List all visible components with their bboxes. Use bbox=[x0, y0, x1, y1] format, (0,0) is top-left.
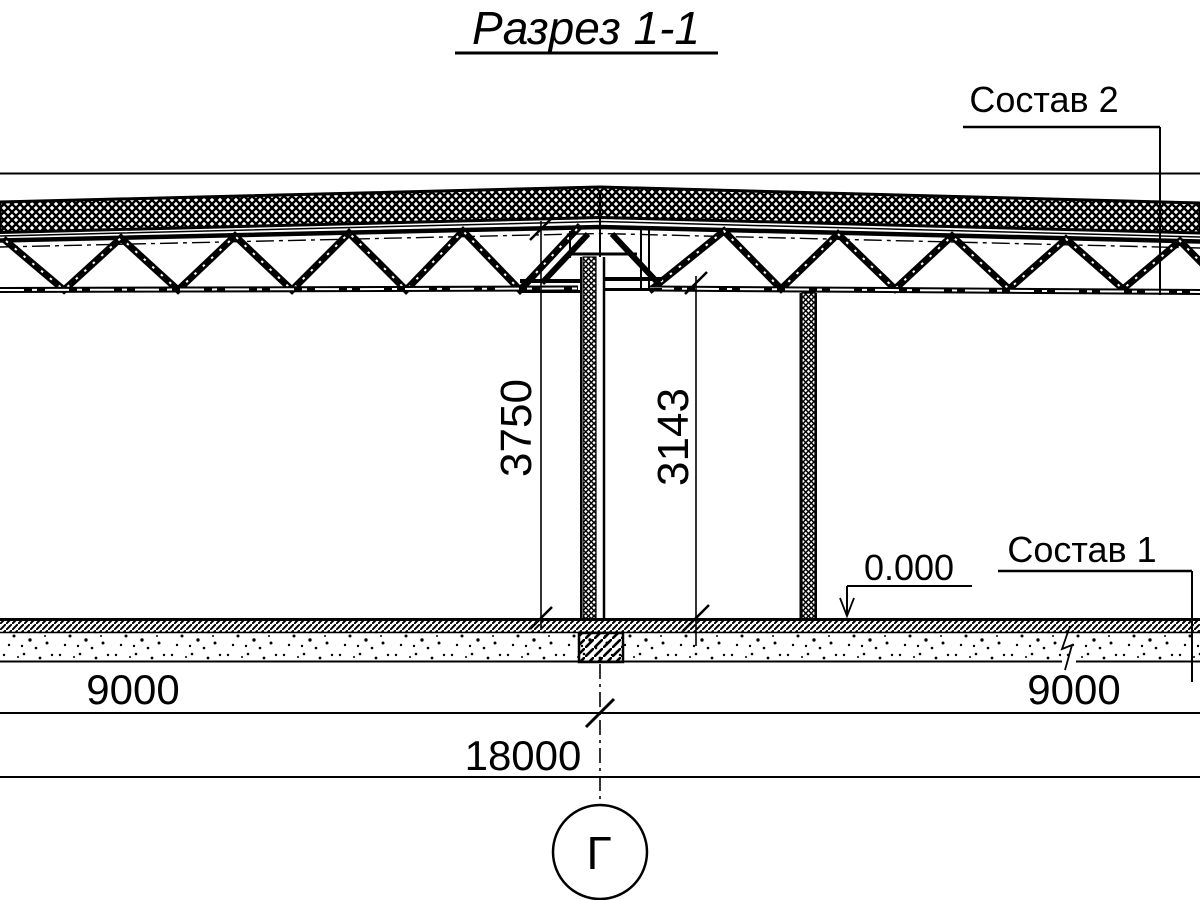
floor-composition-label: Состав 1 bbox=[1007, 529, 1157, 570]
roof-assembly bbox=[0, 174, 1200, 258]
dim-9000-left: 9000 bbox=[86, 666, 180, 713]
level-mark bbox=[840, 547, 972, 616]
end-diagonal-right bbox=[612, 234, 658, 283]
drawing-title: Разрез 1-1 bbox=[472, 2, 700, 54]
dim-3143-value: 3143 bbox=[649, 388, 698, 486]
floor-screed-hatch-band bbox=[0, 621, 1200, 632]
level-mark-value: 0.000 bbox=[863, 547, 955, 588]
title-block bbox=[455, 2, 718, 54]
dim-3750-value: 3750 bbox=[492, 379, 541, 477]
floor-slab bbox=[0, 620, 1200, 671]
column-center-hatched-strip bbox=[583, 257, 596, 619]
column-right-hatched-strip bbox=[802, 293, 815, 619]
dimension-3143 bbox=[649, 272, 709, 646]
dim-18000: 18000 bbox=[464, 732, 582, 779]
axis-bubble bbox=[553, 664, 647, 899]
column-center bbox=[581, 257, 604, 619]
foundation-block bbox=[579, 633, 623, 662]
axis-label: Г bbox=[586, 827, 612, 879]
column-right bbox=[801, 293, 817, 619]
dim-9000-right: 9000 bbox=[1027, 666, 1121, 713]
roof-composition-callout bbox=[963, 79, 1160, 295]
roof-composition-label: Состав 2 bbox=[969, 79, 1119, 120]
